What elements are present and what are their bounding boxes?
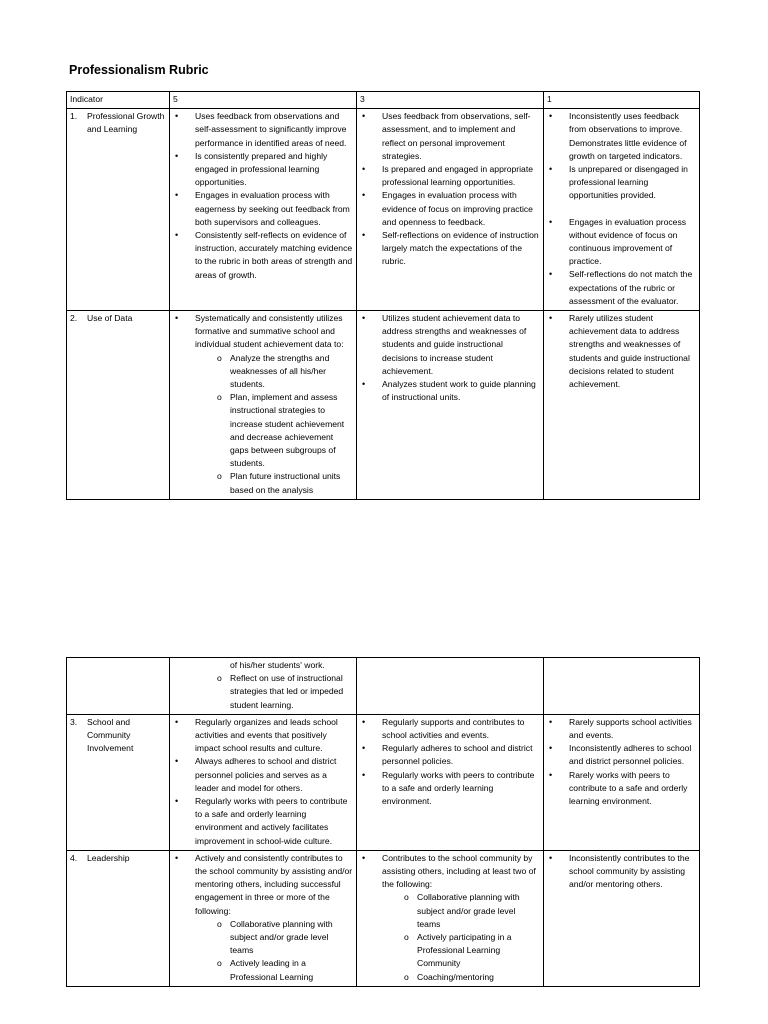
header-score-1: 1 <box>544 92 700 109</box>
list-item: • Always adheres to school and district personnel policies and serves as a leader and model for others. <box>173 755 353 795</box>
sub-list-item: o Coaching/mentoring <box>382 971 540 984</box>
indicator-number: 1. <box>70 111 78 122</box>
score-3-cell <box>357 109 544 311</box>
indicator-label: Professional Growth and Learning <box>87 111 165 135</box>
list-item: • Regularly works with peers to contribute to a safe and orderly learning environment. <box>360 769 540 809</box>
score-5-cell <box>170 658 357 715</box>
list-item: • Uses feedback from observations and self-assessment to significantly improve performance in identified areas of need. <box>173 110 353 150</box>
score-1-cell <box>544 714 700 850</box>
score-1-cell <box>544 850 700 986</box>
indicator-cell <box>67 850 170 986</box>
score-1-cell <box>544 658 700 715</box>
score-5-cell <box>170 109 357 311</box>
score-3-cell <box>357 311 544 500</box>
rubric-table-top <box>66 91 700 500</box>
indicator-label: Leadership <box>87 852 130 863</box>
score-1-cell <box>544 311 700 500</box>
list-item: • Self-reflections do not match the expectations of the rubric or assessment of the evaluator. <box>547 268 696 308</box>
list-item: • Engages in evaluation process without evidence of focus on continuous improvement of practice. <box>547 216 696 269</box>
sub-list-item: o Collaborative planning with subject and/or grade level teams <box>382 891 540 931</box>
sub-list-item: o Plan future instructional units based on the analysis <box>195 470 353 496</box>
indicator-cell <box>67 311 170 500</box>
score-5-cell <box>170 311 357 500</box>
header-score-3: 3 <box>357 92 544 109</box>
table-row <box>67 714 700 850</box>
sub-list-item: o Actively participating in a Professional Learning Community <box>382 931 540 971</box>
indicator-cell <box>67 109 170 311</box>
list-item: • Self-reflections on evidence of instruction largely match the expectations of the rubric. <box>360 229 540 269</box>
sub-list-item: o Actively leading in a Professional Learning <box>195 957 353 983</box>
list-item-text: Contributes to the school community by assisting others, including at least two of the following: <box>382 852 536 890</box>
table-row <box>67 850 700 986</box>
list-item: • Rarely works with peers to contribute to a safe and orderly learning environment. <box>547 769 696 809</box>
list-item: • Is prepared and engaged in appropriate professional learning opportunities. <box>360 163 540 189</box>
list-item: • Regularly organizes and leads school activities and events that positively impact school results and culture. <box>173 716 353 756</box>
list-item: • Regularly supports and contributes to school activities and events. <box>360 716 540 742</box>
list-item: • Engages in evaluation process with evidence of focus on improving practice and openness to feedback. <box>360 189 540 229</box>
indicator-number: 4. <box>70 852 78 863</box>
score-3-cell <box>357 658 544 715</box>
list-item: • Consistently self-reflects on evidence of instruction, accurately matching evidence to the rubric in both areas of strength and areas of growth. <box>173 229 353 282</box>
indicator-label: School and Community Involvement <box>87 716 134 754</box>
list-item <box>173 312 353 497</box>
indicator-number: 3. <box>70 716 78 727</box>
list-item: • Inconsistently contributes to the school community by assisting and/or mentoring others. <box>547 852 696 892</box>
list-item-text: Systematically and consistently utilizes formative and summative school and individual student achievement data to: <box>195 313 344 350</box>
indicator-cell <box>67 658 170 715</box>
list-item-text: Actively and consistently contributes to the school community by assisting and/or mentoring others, including successful engagement in three or more of the following: <box>195 852 353 916</box>
list-item: • Rarely utilizes student achievement data to address strengths and weaknesses of students and guide instructional decisions related to student achievement. <box>547 312 696 391</box>
list-item: • Utilizes student achievement data to address strengths and weaknesses of students and guide instructional decisions to increase student achievement. <box>360 312 540 378</box>
list-item: • Is unprepared or disengaged in professional learning opportunities provided. <box>547 163 696 203</box>
indicator-label: Use of Data <box>87 313 133 324</box>
rubric-table-bottom <box>66 657 700 987</box>
list-item: • Analyzes student work to guide planning of instructional units. <box>360 378 540 404</box>
list-item: • Uses feedback from observations, self-assessment, and to implement and reflect on personal improvement strategies. <box>360 110 540 163</box>
list-item <box>173 852 353 984</box>
sub-list-item: o Plan, implement and assess instructional strategies to increase student achievement and decrease achievement gaps between subgroups of students. <box>195 391 353 470</box>
indicator-number: 2. <box>70 313 78 324</box>
header-row <box>67 92 700 109</box>
header-indicator: Indicator <box>67 92 170 109</box>
list-item: • Rarely supports school activities and events. <box>547 716 696 742</box>
list-item: • Regularly adheres to school and district personnel policies. <box>360 742 540 768</box>
score-1-cell <box>544 109 700 311</box>
list-item: • Inconsistently adheres to school and district personnel policies. <box>547 742 696 768</box>
header-score-5: 5 <box>170 92 357 109</box>
sub-list-item: o Reflect on use of instructional strategies that led or impeded student learning. <box>173 672 353 712</box>
sub-list-item: o Collaborative planning with subject and/or grade level teams <box>195 918 353 958</box>
document-title: Professionalism Rubric <box>69 63 209 77</box>
continued-text: of his/her students' work. <box>230 660 325 670</box>
list-item: • Inconsistently uses feedback from observations to improve. Demonstrates little evidence of growth on targeted indicators. <box>547 110 696 163</box>
list-item: • Regularly works with peers to contribute to a safe and orderly learning environment and actively facilitates improvement in school-wide culture. <box>173 795 353 848</box>
table-row <box>67 109 700 311</box>
score-5-cell <box>170 850 357 986</box>
list-item: • Engages in evaluation process with eagerness by seeking out feedback from both supervisors and colleagues. <box>173 189 353 229</box>
score-3-cell <box>357 850 544 986</box>
indicator-cell <box>67 714 170 850</box>
score-3-cell <box>357 714 544 850</box>
table-row <box>67 311 700 500</box>
score-5-cell <box>170 714 357 850</box>
sub-list-item: o Analyze the strengths and weaknesses of all his/her students. <box>195 352 353 392</box>
list-item <box>360 852 540 984</box>
list-item: • Is consistently prepared and highly engaged in professional learning opportunities. <box>173 150 353 190</box>
table-row <box>67 658 700 715</box>
